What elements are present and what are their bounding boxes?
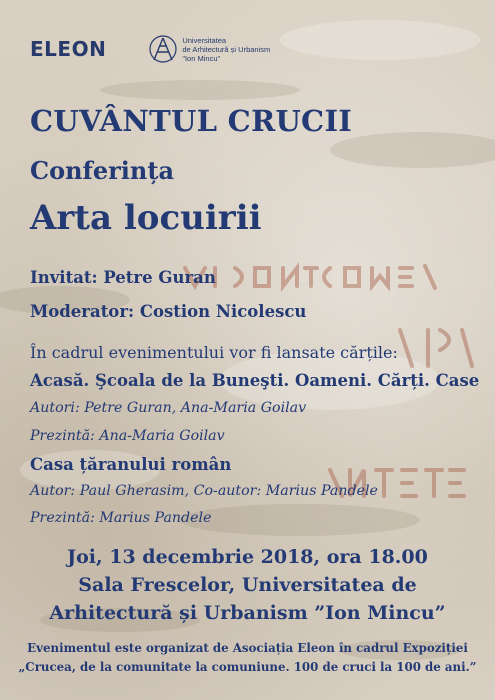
book1-title: Acasă. Şcoala de la Buneşti. Oameni. Cărți. Case <box>30 371 480 390</box>
book-launch-intro: În cadrul evenimentului vor fi lansate cărțile: <box>30 343 398 362</box>
book1-presenter: Prezintă: Ana-Maria Goilav <box>30 428 225 444</box>
logo-bar <box>30 34 270 64</box>
university-logo-text <box>182 36 270 63</box>
university-logo <box>148 34 270 64</box>
book1-authors: Autori: Petre Guran, Ana-Maria Goilav <box>30 400 307 416</box>
book2-presenter: Prezintă: Marius Pandele <box>30 510 212 526</box>
university-logo-line: de Arhitectură și Urbanism <box>182 44 271 54</box>
university-emblem-icon <box>148 34 178 64</box>
university-logo-line: "Ion Mincu" <box>182 53 221 63</box>
book2-title: Casa țăranului român <box>30 455 232 474</box>
event-title: CUVÂNTUL CRUCII <box>30 104 353 138</box>
event-venue-line1: Sala Frescelor, Universitatea de <box>78 574 417 596</box>
conference-theme: Arta locuirii <box>30 198 262 238</box>
eleon-logo: ELEON <box>30 37 107 61</box>
event-venue-line2: Arhitectură și Urbanism ”Ion Mincu” <box>49 602 446 624</box>
book2-authors: Autor: Paul Gherasim, Co-autor: Marius Pandele <box>30 483 378 499</box>
event-subtitle: Conferința <box>30 156 174 185</box>
university-logo-line: Universitatea <box>182 35 227 45</box>
exhibition-note: „Crucea, de la comunitate la comuniune. 100 de cruci la 100 de ani.” <box>18 660 477 674</box>
moderator-line: Moderator: Costion Nicolescu <box>30 302 307 321</box>
organizer-note: Evenimentul este organizat de Asociația Eleon în cadrul Expoziției <box>27 641 468 655</box>
guest-line: Invitat: Petre Guran <box>30 268 216 287</box>
event-date: Joi, 13 decembrie 2018, ora 18.00 <box>67 546 428 568</box>
